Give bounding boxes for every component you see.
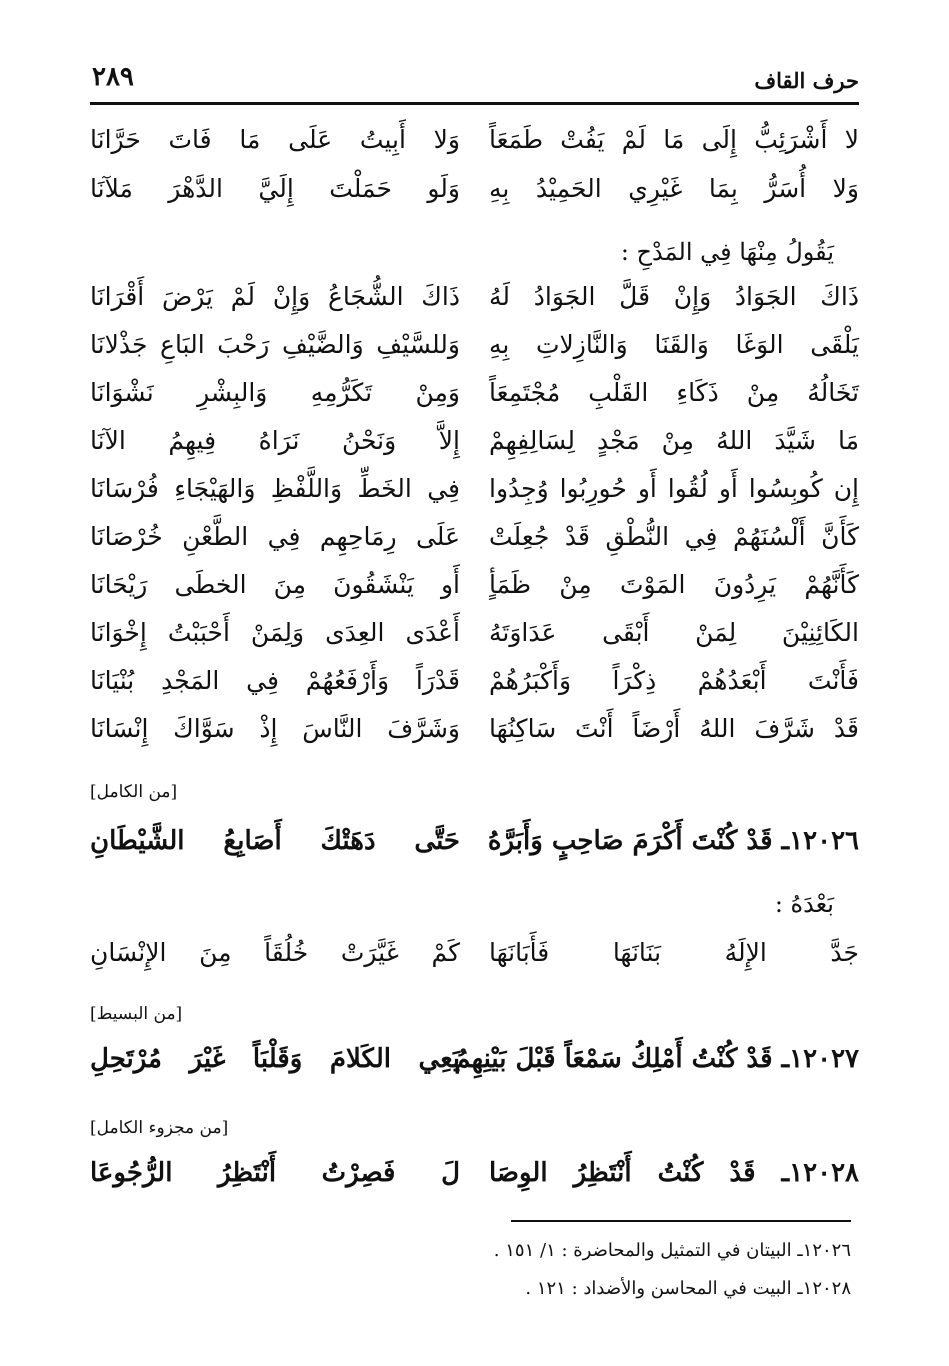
verse-second-hemistich: حَتَّى دَهَتْكَ أَصَابِعُ الشَّيْطَانِ (90, 826, 460, 856)
verse-first-hemistich: يَلْقَى الوَغَا وَالقَنَا وَالنَّازِلاتِ بِهِ (489, 330, 859, 359)
page-number: ٢٨٩ (92, 62, 134, 92)
verse-line (90, 714, 859, 760)
verse-line (90, 378, 859, 424)
verse-first-hemistich: ١٢٠٢٧ـ قَدْ كُنْتُ أَمْلِكُ سَمْعَاً قَبْلَ بَيْنِهِمُ (454, 1044, 859, 1074)
verse-first-hemistich: ١٢٠٢٦ـ قَدْ كُنْتَ أَكْرَمَ صَاحِبٍ وَأَبَرَّهُ (487, 826, 859, 856)
verse-first-hemistich: كَأَنَّ أَلْسُنَهُمْ فِي النُّطْقِ قَدْ جُعِلَتْ (489, 522, 859, 551)
footnote-divider (511, 1220, 851, 1222)
header-divider (90, 102, 859, 105)
verse-second-hemistich: وَشَرَّفَ النَّاسَ إِذْ سَوَّاكَ إِنْسَانَا (90, 714, 460, 743)
verse-first-hemistich: فَأَنْتَ أَبْعَدُهُمْ ذِكْرَاً وَأَكْبَرُهُمْ (489, 666, 859, 695)
verse-line (90, 522, 859, 568)
verse-second-hemistich: إِلاَّ وَنَحْنُ نَرَاهُ فِيهِمُ الآنَا (90, 426, 460, 455)
verse-first-hemistich: جَدَّ الإِلَهُ بَنَانَهَا فَأَبَانَهَا (489, 938, 859, 967)
numbered-verse-12027 (90, 1044, 859, 1090)
verse-first-hemistich: قَدْ شَرَّفَ اللهُ أَرْضَاً أَنْتَ سَاكِنُهَا (489, 714, 859, 743)
verse-line (90, 282, 859, 328)
verse-line (90, 330, 859, 376)
verse-first-hemistich: وَلا أُسَرُّ بِمَا غَيْرِي الحَمِيْدُ بِهِ (489, 174, 859, 203)
verse-second-hemistich: وَمِنْ تَكَرُّمِهِ وَالبِشْرِ نَشْوَانَا (90, 378, 460, 407)
verse-first-hemistich: لا أَشْرَئِبُّ إِلَى مَا لَمْ يَفُتْ طَمَعَاً (489, 125, 859, 154)
chapter-title: حرف القاف (754, 68, 859, 93)
numbered-verse-12026 (90, 826, 859, 872)
verse-second-hemistich: قَدْرَاً وَأَرْفَعُهُمْ فِي المَجْدِ بُنْيَانَا (90, 666, 460, 695)
verse-line (90, 125, 859, 171)
verse-first-hemistich: كَأَنَّهُمْ يَرِدُونَ المَوْتَ مِنْ ظَمَأٍ (489, 570, 859, 599)
verse-first-hemistich: إِن كُوبِسُوا أَو لُقُوا أَو حُورِبُوا وُجِدُوا (489, 474, 859, 503)
verse-line (90, 618, 859, 664)
meter-label: [من الكامل] (90, 782, 178, 802)
verse-second-hemistich: أَعْدَى العِدَى وَلِمَنْ أَحْبَبْتُ إِخْوَانَا (90, 618, 460, 647)
verse-first-hemistich: ١٢٠٢٨ـ قَدْ كُنْتُ أَنْتَظِرُ الوِصَا (489, 1158, 859, 1188)
meter-label: [من مجزوء الكامل] (90, 1118, 229, 1138)
page-header (92, 58, 859, 98)
verse-first-hemistich: مَا شَيَّدَ اللهُ مِنْ مَجْدٍ لِسَالِفِهِمْ (489, 426, 859, 455)
after-line: بَعْدَهُ : (774, 890, 834, 918)
verse-second-hemistich: وَلا أَبِيتُ عَلَى مَا فَاتَ حَرَّانَا (90, 125, 460, 154)
numbered-verse-12028 (90, 1158, 859, 1204)
verse-second-hemistich: ذَاكَ الشُّجَاعُ وَإِنْ لَمْ يَرْضَ أَقْرَانَا (90, 282, 460, 311)
verse-first-hemistich: ذَاكَ الجَوَادُ وَإِنْ قَلَّ الجَوَادُ لَهُ (489, 282, 859, 311)
intro-line: يَقُولُ مِنْهَا فِي المَدْحِ : (620, 238, 834, 266)
verse-first-hemistich: الكَائِنِيْنَ لِمَنْ أَبْقَى عَدَاوَتَهُ (489, 618, 859, 647)
footnote: ١٢٠٢٦ـ البيتان في التمثيل والمحاضرة : ١/ ١٥١ . (493, 1240, 851, 1261)
verse-second-hemistich: عَلَى رِمَاحِهِم فِي الطَّعْنِ خُرْصَانَا (90, 522, 460, 551)
verse-line (90, 426, 859, 472)
verse-line (90, 938, 859, 984)
verse-line (90, 570, 859, 616)
meter-label: [من البسيط] (90, 1004, 183, 1024)
verse-second-hemistich: وَلَو حَمَلْتَ إِلَيَّ الدَّهْرَ مَلآنَا (90, 174, 460, 203)
verse-line (90, 174, 859, 220)
verse-second-hemistich: لَ فَصِرْتُ أَنْتَظِرُ الرُّجُوعَا (90, 1158, 460, 1188)
verse-line (90, 474, 859, 520)
verse-first-hemistich: تَخَالُهُ مِنْ ذَكَاءِ القَلْبِ مُجْتَمِعَاً (489, 378, 859, 407)
verse-second-hemistich: وَللسَّيْفِ وَالضَّيْفِ رَحْبَ البَاعِ جَذْلانَا (90, 330, 460, 359)
footnote: ١٢٠٢٨ـ البيت في المحاسن والأضداد : ١٢١ . (525, 1278, 851, 1299)
verse-second-hemistich: أَو يَنْشَقُونَ مِنَ الخطَى رَيْحَانَا (90, 570, 460, 599)
verse-second-hemistich: يَعِي الكَلامَ وَقَلْبَاً غَيْرَ مُرْتَحِلِ (90, 1044, 460, 1074)
verse-line (90, 666, 859, 712)
verse-second-hemistich: كَمْ غَيَّرَتْ خُلُقَاً مِنَ الإِنْسَانِ (90, 938, 460, 967)
verse-second-hemistich: فِي الخَطِّ وَاللَّفْظِ وَالهَيْجَاءِ فُرْسَانَا (90, 474, 460, 503)
